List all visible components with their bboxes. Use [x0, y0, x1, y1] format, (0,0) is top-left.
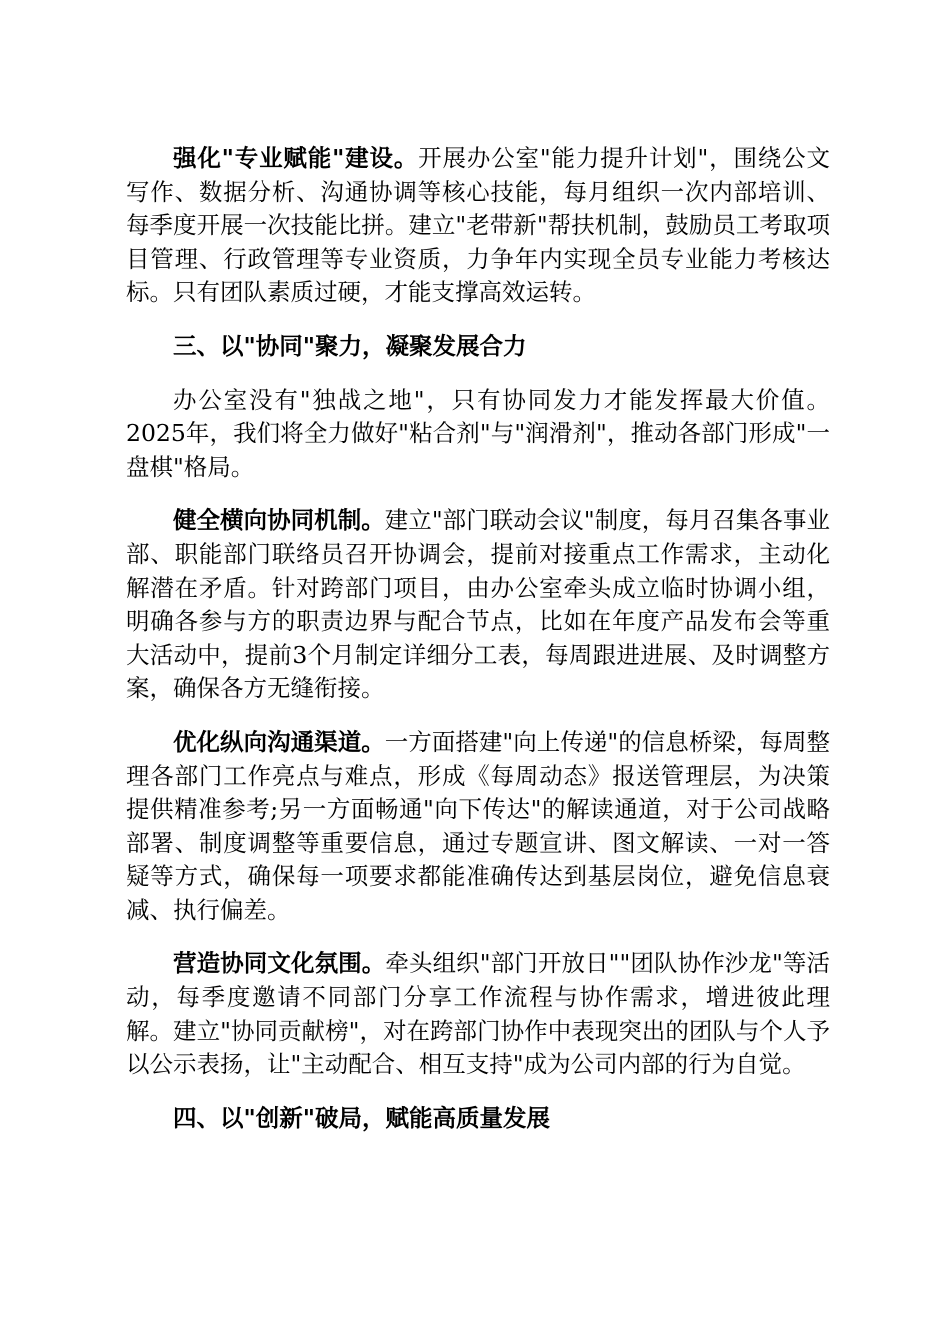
paragraph-lead: 强化"专业赋能"建设。 [173, 144, 419, 172]
section-heading-4: 四、以"创新"破局，赋能高质量发展 [173, 1103, 550, 1132]
document-body [126, 142, 830, 1135]
section-3-intro: 办公室没有"独战之地"，只有协同发力才能发挥最大价值。2025年，我们将全力做好"粘合剂"与"润滑剂"，推动各部门形成"一盘棋"格局。 [126, 385, 830, 481]
paragraph-text: 一方面搭建"向上传递"的信息桥梁，每周整理各部门工作亮点与难点，形成《每周动态》报送管理层，为决策提供精准参考;另一方面畅通"向下传达"的解读通道，对于公司战略部署、制度调整等重要信息，通过专题宣讲、图文解读、一对一答疑等方式，确保每一项要求都能准确传达到基层岗位，避免信息衰减、执行偏差。 [126, 727, 830, 924]
paragraph-text: 建立"部门联动会议"制度，每月召集各事业部、职能部门联络员召开协调会，提前对接重点工作需求，主动化解潜在矛盾。针对跨部门项目，由办公室牵头成立临时协调小组，明确各参与方的职责边界与配合节点，比如在年度产品发布会等重大活动中，提前3个月制定详细分工表，每周跟进进展、及时调整方案，确保各方无缝衔接。 [126, 506, 830, 703]
paragraph-text: 开展办公室"能力提升计划"，围绕公文写作、数据分析、沟通协调等核心技能，每月组织一次内部培训、每季度开展一次技能比拼。建立"老带新"帮扶机制，鼓励员工考取项目管理、行政管理等专业资质，力争年内实现全员专业能力考核达标。只有团队素质过硬，才能支撑高效运转。 [126, 144, 830, 307]
paragraph-collaboration-culture [126, 947, 830, 1081]
section-heading-3: 三、以"协同"聚力，凝聚发展合力 [173, 331, 527, 360]
paragraph-professional-empowerment [126, 142, 830, 310]
paragraph-lead: 优化纵向沟通渠道。 [173, 727, 385, 756]
paragraph-lead: 健全横向协同机制。 [173, 506, 385, 535]
paragraph-vertical-communication [126, 726, 830, 928]
paragraph-text: 牵头组织"部门开放日""团队协作沙龙"等活动，每季度邀请不同部门分享工作流程与协作需求，增进彼此理解。建立"协同贡献榜"，对在跨部门协作中表现突出的团队与个人予以公示表扬，让"主动配合、相互支持"成为公司内部的行为自觉。 [126, 949, 830, 1079]
paragraph-horizontal-coordination [126, 504, 830, 706]
paragraph-lead: 营造协同文化氛围。 [173, 949, 386, 978]
